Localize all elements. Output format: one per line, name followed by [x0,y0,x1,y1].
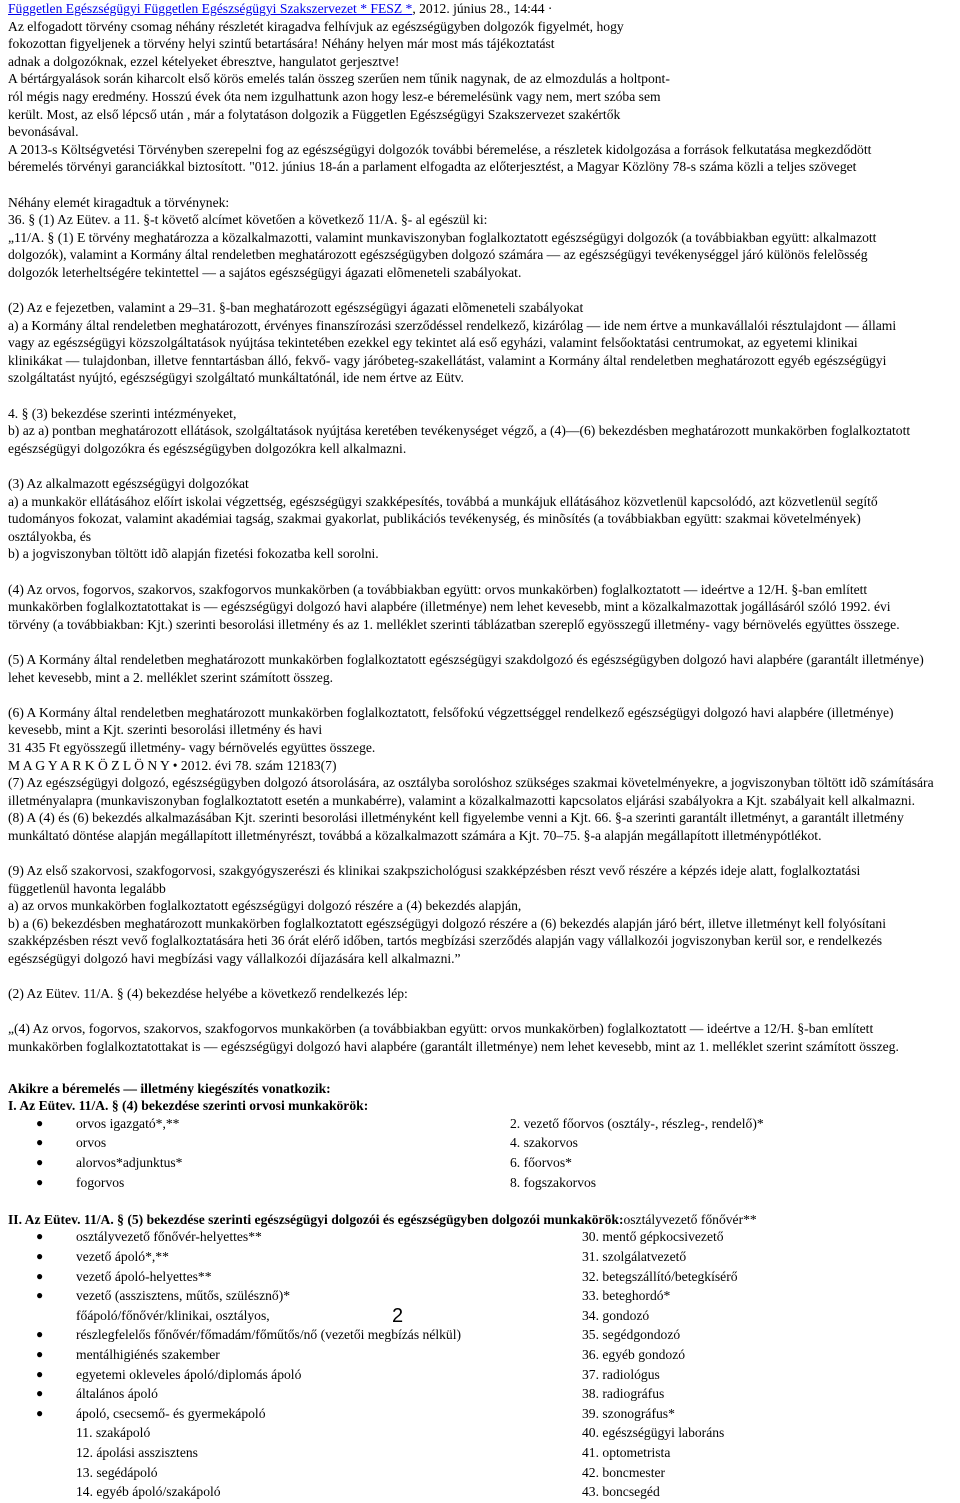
text-line: egészségügyi dolgozó havi megbízási vagy vállalkozói díjazására kell alkalmazni.” [8,951,461,967]
text-line: A bértárgyalások során kiharcolt első körös emelés talán összeg szerűen nem tűnik nagynak, de az elmozdulás a holtpont- [8,71,670,87]
text-line: béremelés törvényi garanciákkal biztosított. "012. június 18-án a parlament elfogadta az előterjesztést, a Magyar Közlöny 78-s száma közli a teljes szöveget [8,159,857,175]
list-item-right: 34. gondozó [582,1307,650,1323]
spacer [8,1193,960,1211]
bullet-icon: ● [36,1366,44,1381]
text-line: dolgozók leterheltségére tekintettel — a sajátos egészségügyi ágazati elõmeneteli szabályokat. [8,264,522,280]
spacer [8,633,960,651]
list-item-left: orvos [76,1135,107,1151]
list-item-right: 40. egészségügyi laboráns [582,1425,725,1441]
law-paragraph-1 [8,194,960,282]
list-item-left: általános ápoló [76,1386,158,1402]
list-item-right: 33. beteghordó* [582,1288,671,1304]
text-line: 31 435 Ft egyösszegű illetmény- vagy bérnövelés együttes összege. [8,739,376,755]
law-paragraph-7 [8,704,960,845]
bullet-icon: ● [36,1115,44,1130]
text-line: 36. § (1) Az Eütev. a 11. §-t követő alcímet követően a következő 11/A. §- al egészül ki: [8,212,488,228]
document-page [8,0,960,1500]
bullet-icon: ● [36,1229,44,1244]
list-item [8,1174,960,1194]
list-item-left: alorvos*adjunktus* [76,1155,183,1170]
text-line: (5) A Kormány által rendeletben meghatározott munkakörben foglalkoztatott egészségügyi szakdolgozó és egészségügyben dolgozó havi alapbére (garantált illetménye) [8,651,924,667]
text-line: függetlenül havonta legalább [8,880,166,896]
text-line: vagy az egészségügyi közszolgáltatások nyújtása tekintetében ezekkel egy tekintet alá eső egyházi, valamint felsőoktatási centrumokat, az egyetemi klinikai [8,335,858,351]
law-paragraph-5 [8,581,960,634]
text-line: adnak a dolgozóknak, ezzel kételyeket ébresztve, hangulatot gerjesztve! [8,53,400,69]
text-line: „(4) Az orvos, fogorvos, szakorvos, szakfogorvos munkakörben (a továbbiakban együtt: orvos munkakörben) foglalkoztatott — ideértve a 12/H. §-ban említett [8,1021,874,1037]
list-item-left: vezető ápoló-helyettes** [76,1268,212,1284]
list-item-left: 13. segédápoló [76,1464,158,1480]
section-1-list [8,1115,960,1193]
list-item-right: 42. boncmester [582,1464,666,1480]
text-line: ról mégis nagy eredmény. Hosszú évek óta nem izgulhattunk azon hogy lesz-e béremelésünk vagy nem, mert szóba sem [8,88,661,104]
text-line: (6) A Kormány által rendeletben meghatározott munkakörben foglalkoztatott, felsőfokú végzettséggel rendelkező egészségügyi dolgozó havi alapbére (illetménye) [8,704,894,720]
section-title: Akikre a béremelés — illetmény kiegészítés vonatkozik: [8,1080,331,1096]
text-line: munkakörben foglalkoztatottakat is — egészségügyi dolgozó havi alapbére (garantált illetménye) nem lehet kevesebb, mint az 1. melléklet szerint számított összeg. [8,1039,899,1055]
list-item [8,1346,960,1366]
list-item-right: 30. mentő gépkocsivezető [582,1229,724,1245]
text-line: klinikákat — tulajdonban, illetve fenntartásban álló, fekvő- vagy járóbeteg-szakellátást, valamint a Kormány által rendeletben meghatározott egyéb egészségügyi [8,352,887,368]
list-item-right: 43. boncsegéd [582,1484,660,1500]
text-line: tudományos fokozat, valamint akadémiai tagság, szakmai gyakorlat, publikációs tevékenység, és minõsítés (a továbbiakban együtt: szakmai követelmények) [8,511,861,527]
spacer [8,176,960,194]
text-line: b) a jogviszonyban töltött idõ alapján fizetési fokozatba kell sorolni. [8,546,379,562]
text-line: egészségügyi dolgozókra és egészségügyben dolgozókra kell alkalmazni. [8,440,407,456]
text-line: (9) Az első szakorvosi, szakfogorvosi, szakgyógyszerészi és klinikai szakpszichológusi szakképzésben részt vevő részére a képzés ideje alatt, foglalkoztatási [8,863,861,879]
text-line: fokozottan figyeljenek a törvény helyi szintű betartására! Néhány helyen már most más tájékoztatást [8,36,555,52]
list-item [8,1483,960,1503]
law-paragraph-6 [8,651,960,686]
text-line: osztályokba, és [8,528,92,544]
list-item-right: 31. szolgálatvezető [582,1248,687,1264]
list-item [8,1366,960,1386]
list-item-left: osztályvezető főnővér-helyettes** [76,1229,262,1245]
spacer [8,1003,960,1021]
list-item-left: fogorvos [76,1174,125,1190]
list-item-right: 6. főorvos* [510,1155,572,1170]
list-item-left: egyetemi okleveles ápoló/diplomás ápoló [76,1366,302,1382]
text-line: a) az orvos munkakörben foglalkoztatott egészségügyi dolgozó részére a (4) bekezdés alapján, [8,898,522,914]
text-line: (8) A (4) és (6) bekezdés alkalmazásában Kjt. szerinti besorolási illetményként kell figyelembe venni a Kjt. 66. §-a szerinti garantált illetményt, a garantált illetmény [8,810,904,826]
text-line: (2) Az Eütev. 11/A. § (4) bekezdése helyébe a következő rendelkezés lép: [8,986,408,1002]
list-item-right: 35. segédgondozó [582,1327,681,1343]
text-line: (4) Az orvos, fogorvos, szakorvos, szakfogorvos munkakörben (a továbbiakban együtt: orvos munkakörben) foglalkoztatott — ideértve a 12/H. §-ban említett [8,581,868,597]
page-number: 2 [392,1305,404,1327]
spacer [8,968,960,986]
bullet-icon: ● [36,1248,44,1263]
list-item-left: orvos igazgató*,** [76,1115,180,1131]
text-line: A 2013-s Költségvetési Törvényben szerepelni fog az egészségügyi dolgozók további béremelése, a részletek kidolgozása a források felkutatása megkezdődött [8,141,872,157]
list-item-left: mentálhigiénés szakember [76,1346,220,1362]
list-item-right: 39. szonográfus* [582,1405,675,1421]
list-item [8,1405,960,1425]
list-item [8,1307,960,1327]
spacer [8,845,960,863]
list-item-left: ápoló, csecsemő- és gyermekápoló [76,1405,266,1421]
bullet-icon: ● [36,1268,44,1283]
spacer [8,457,960,475]
text-line: 4. § (3) bekezdése szerinti intézményeket, [8,405,237,421]
text-line: bevonásával. [8,124,79,140]
law-paragraph-3 [8,405,960,458]
bullet-icon: ● [36,1327,44,1342]
list-item-right: 41. optometrista [582,1444,671,1460]
spacer [8,686,960,704]
law-paragraph-2 [8,299,960,387]
law-paragraph-10 [8,1020,960,1055]
text-line: b) a (6) bekezdésben meghatározott munkakörben foglalkoztatott egészségügyi dolgozó részére a (6) bekezdés alapján járó bért, illetve illetményt kell folyósítani [8,915,886,931]
bullet-icon: ● [36,1386,44,1401]
spacer [8,563,960,581]
text-line: került. Most, az első lépcső után , már a folytatáson dolgozik a Független Egészségügyi Szakszervezet szakértők [8,106,621,122]
list-item-left: 14. egyéb ápoló/szakápoló [76,1484,221,1500]
text-line: Néhány elemét kiragadtuk a törvénynek: [8,194,230,210]
law-paragraph-4 [8,475,960,563]
spacer [8,282,960,300]
text-line: a) a munkakör ellátásához előírt iskolai végzettség, egészségügyi szakképesítés, továbbá a munkájuk ellátásához közvetlenül kapcsolódó, azt közvetlenül segítő [8,493,878,509]
intro-paragraph [8,18,960,176]
bullet-icon: ● [36,1288,44,1303]
bullet-icon: ● [36,1405,44,1420]
text-line: lehet kevesebb, mint a 2. melléklet szerint számított összeg. [8,669,334,685]
header-date: , 2012. június 28., 14:44 · [412,1,553,16]
list-item-left: 12. ápolási asszisztens [76,1444,198,1460]
list-item-left: vezető ápoló*,** [76,1248,169,1264]
text-line: M A G Y A R K Ö Z L Ö N Y • 2012. évi 78. szám 12183(7) [8,757,337,773]
list-item [8,1228,960,1248]
bullet-icon: ● [36,1174,44,1189]
section-2-heading-line [8,1211,960,1229]
list-item [8,1134,960,1154]
text-line: munkakörben foglalkoztatottakat is — egészségügyi dolgozó havi alapbére (illetménye) nem lehet kevesebb, mint a közalkalmazottak jogállásáról szóló 1992. évi [8,599,891,615]
list-item [8,1385,960,1405]
list-item [8,1444,960,1464]
spacer [8,1056,960,1080]
list-item-left: főápoló/főnővér/klinikai, osztályos, [76,1307,270,1323]
law-paragraph-9 [8,985,960,1003]
spacer [8,387,960,405]
bullet-icon: ● [36,1155,44,1169]
section-2-list [8,1228,960,1502]
text-line: törvény (a továbbiakban: Kjt.) szerinti besorolási illetmény és az 1. melléklet szerinti táblázatban szereplő egyösszegű illetmény- vagy bérnövelés együttes összege. [8,616,900,632]
bullet-icon: ● [36,1135,44,1150]
text-line: (3) Az alkalmazott egészségügyi dolgozókat [8,476,249,492]
law-paragraph-8 [8,862,960,968]
list-item-left: 11. szakápoló [76,1425,151,1441]
text-line: szolgáltatást nyújtó, egészségügyi szolgáltató munkáltatónál, ide nem értve az Eütv. [8,370,464,386]
section-2 [8,1211,960,1503]
list-item-left: vezető (asszisztens, műtős, szülésznő)* [76,1288,291,1304]
text-line: munkáltató döntése alapján megállapított illetményrészt, továbbá a közalkalmazott számára a Kjt. 70–75. §-a alapján megállapított illetménypótlékot. [8,827,822,843]
header-line [8,0,960,18]
text-line: Az elfogadott törvény csomag néhány részletét kiragadva felhívjuk az egészségügyben dolgozók figyelmét, hogy [8,18,624,34]
section-1-heading: I. Az Eütev. 11/A. § (4) bekezdése szerinti orvosi munkakörök: [8,1098,369,1114]
text-line: b) az a) pontban meghatározott ellátások, szolgáltatások nyújtása keretében tevékenységet végző, a (4)—(6) bekezdésben meghatározott munkakörben foglalkoztatott [8,423,911,439]
list-item-right: 8. fogszakorvos [510,1174,597,1190]
text-line: kevesebb, mint a Kjt. szerinti besorolási illetmény és havi [8,722,323,738]
list-item [8,1115,960,1135]
bullet-icon: ● [36,1346,44,1361]
text-line: szakképzésben részt vevő foglalkoztatására heti 36 órát elérő időben, tartós megbízási szerződés alapján vagy vállalkozói jogviszonyban kerül sor, e rendelkezés [8,933,883,949]
list-item [8,1287,960,1307]
list-item-right: 36. egyéb gondozó [582,1346,686,1362]
section-1 [8,1080,960,1194]
list-item [8,1248,960,1268]
list-item [8,1464,960,1484]
list-item [8,1424,960,1444]
list-item-right: 37. radiológus [582,1366,660,1382]
list-item [8,1326,960,1346]
list-item-left: részlegfelelős főnővér/főmadám/főműtős/nő (vezetői megbízás nélkül) [76,1327,462,1343]
text-line: illetményalapra (munkaviszonyban foglalkoztatott esetén a munkabérre), valamint a közalkalmazotti kapcsolatos eljárási szabályokra a Kjt. szabályait kell alkalmazni. [8,792,916,808]
text-line: (7) Az egészségügyi dolgozó, egészségügyben dolgozó átsorolására, az osztályba sorolóshoz szükséges szakmai követelményekre, a jogviszonyban töltött idõ számítására [8,775,934,791]
list-item-right: 4. szakorvos [510,1135,578,1151]
list-item [8,1268,960,1288]
section-2-heading: II. Az Eütev. 11/A. § (5) bekezdése szerinti egészségügyi dolgozói és egészségügyben dolgozói munkakörök: [8,1211,624,1227]
fesz-header-link[interactable]: Független Egészségügyi Független Egészségügyi Szakszervezet * FESZ * [8,1,413,16]
text-line: „11/A. § (1) E törvény meghatározza a közalkalmazotti, valamint munkaviszonyban foglalkoztatott egészségügyi dolgozók (a továbbiakban együtt: alkalmazott [8,229,877,245]
text-line: a) a Kormány által rendeletben meghatározott, érvényes finanszírozási szerződéssel rendelkező, kizárólag — ide nem értve a munkavállalói résztulajdont — állami [8,317,897,333]
list-item [8,1154,960,1174]
text-line: dolgozók), valamint a Kormány által rendeletben meghatározott egészségügyben dolgozó számára — az egészségügyi tevékenységgel járó különös felelõsség [8,247,868,263]
list-item-right: 38. radiográfus [582,1386,665,1402]
section-2-heading-tail: osztályvezető főnővér** [623,1211,757,1227]
text-line: (2) Az e fejezetben, valamint a 29–31. §-ban meghatározott egészségügyi ágazati elõmeneteli szabályokat [8,300,584,316]
list-item-right: 2. vezető főorvos (osztály-, részleg-, rendelő)* [510,1115,764,1131]
list-item-right: 32. betegszállító/betegkísérő [582,1268,738,1284]
